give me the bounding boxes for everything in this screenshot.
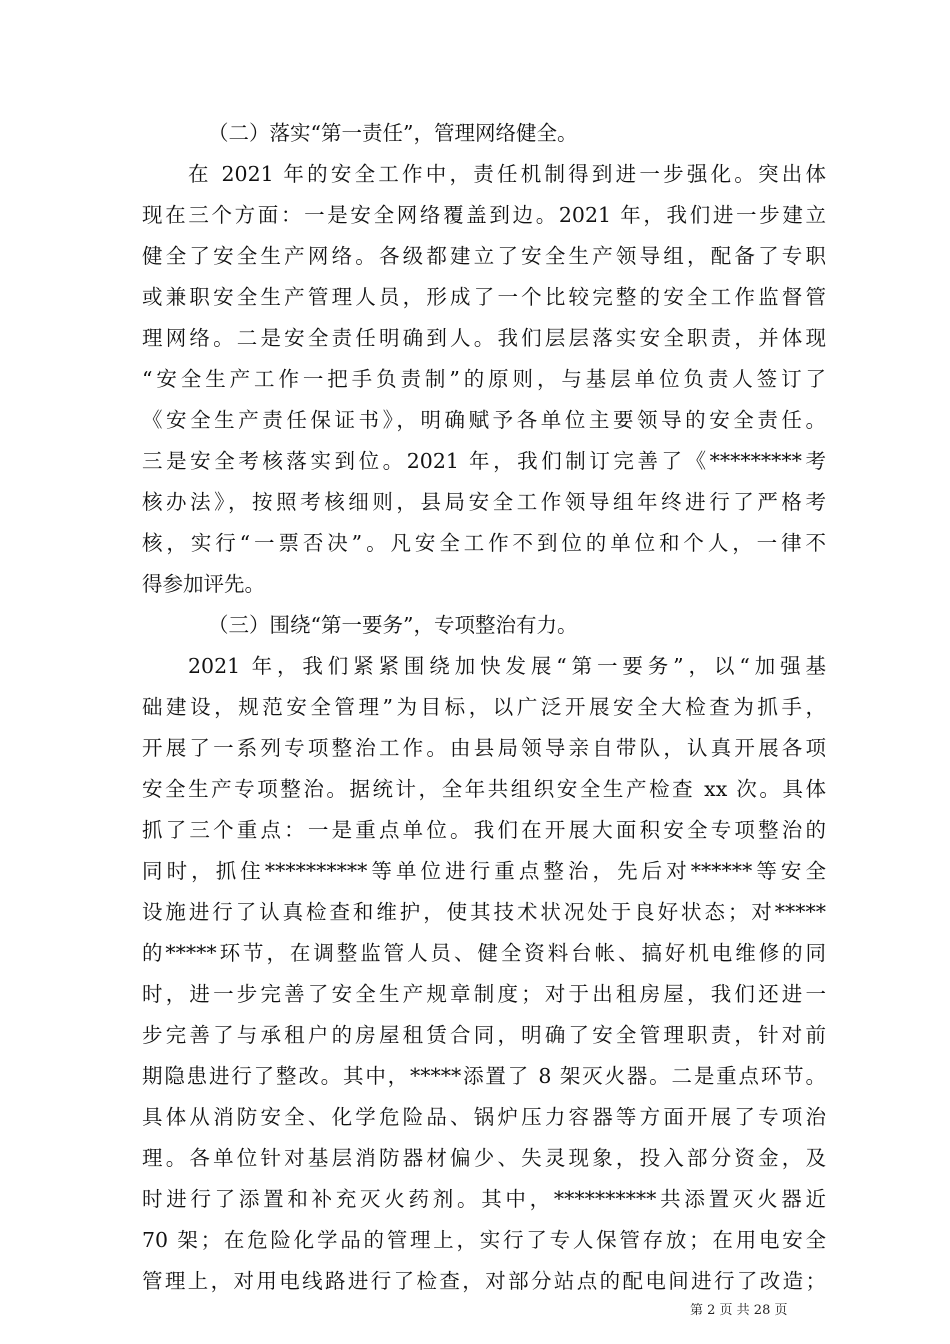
paragraph-line: 得参加评先。 (142, 572, 265, 596)
paragraph-line: 现在三个方面：一是安全网络覆盖到边。2021 年，我们进一步建立 (142, 203, 826, 227)
paragraph-line: 开展了一系列专项整治工作。由县局领导亲自带队，认真开展各项 (142, 736, 826, 760)
paragraph-line: 时进行了添置和补充灭火药剂。其中，**********共添置灭火器近 (142, 1187, 826, 1211)
paragraph-line: 管理上，对用电线路进行了检查，对部分站点的配电间进行了改造； (142, 1269, 826, 1293)
paragraph-line: 三是安全考核落实到位。2021 年，我们制订完善了《*********考 (142, 449, 826, 473)
paragraph-line: 的*****环节，在调整监管人员、健全资料台帐、搞好机电维修的同 (142, 941, 826, 965)
paragraph-line: “安全生产工作一把手负责制”的原则，与基层单位负责人签订了 (142, 367, 826, 391)
paragraph-line: 时，进一步完善了安全生产规章制度；对于出租房屋，我们还进一 (142, 982, 826, 1006)
paragraph-line: 2021 年，我们紧紧围绕加快发展“第一要务”，以“加强基 (188, 654, 826, 678)
paragraph-line: 《安全生产责任保证书》，明确赋予各单位主要领导的安全责任。 (142, 408, 826, 432)
paragraph-line: 核，实行“一票否决”。凡安全工作不到位的单位和个人，一律不 (142, 531, 826, 555)
paragraph-line: 核办法》，按照考核细则，县局安全工作领导组年终进行了严格考 (142, 490, 826, 514)
paragraph-line: 具体从消防安全、化学危险品、锅炉压力容器等方面开展了专项治 (142, 1105, 826, 1129)
paragraph-line: 安全生产专项整治。据统计，全年共组织安全生产检查 xx 次。具体 (142, 777, 826, 801)
paragraph-line: 期隐患进行了整改。其中，*****添置了 8 架灭火器。二是重点环节。 (142, 1064, 826, 1088)
paragraph-line: 抓了三个重点：一是重点单位。我们在开展大面积安全专项整治的 (142, 818, 826, 842)
paragraph-line: 健全了安全生产网络。各级都建立了安全生产领导组，配备了专职 (142, 244, 826, 268)
paragraph-line: 理。各单位针对基层消防器材偏少、失灵现象，投入部分资金，及 (142, 1146, 826, 1170)
section-heading-2: （二）落实“第一责任”，管理网络健全。 (208, 121, 578, 145)
paragraph-line: 设施进行了认真检查和维护，使其技术状况处于良好状态；对***** (142, 900, 826, 924)
paragraph-line: 理网络。二是安全责任明确到人。我们层层落实安全职责，并体现 (142, 326, 826, 350)
page-number: 第 2 页 共 28 页 (690, 1303, 788, 1318)
paragraph-line: 在 2021 年的安全工作中，责任机制得到进一步强化。突出体 (188, 162, 826, 186)
paragraph-line: 70 架；在危险化学品的管理上，实行了专人保管存放；在用电安全 (142, 1228, 826, 1252)
section-heading-3: （三）围绕“第一要务”，专项整治有力。 (208, 613, 578, 637)
paragraph-line: 或兼职安全生产管理人员，形成了一个比较完整的安全工作监督管 (142, 285, 826, 309)
paragraph-line: 步完善了与承租户的房屋租赁合同，明确了安全管理职责，针对前 (142, 1023, 826, 1047)
paragraph-line: 同时，抓住**********等单位进行重点整治，先后对******等安全 (142, 859, 826, 883)
paragraph-line: 础建设，规范安全管理”为目标，以广泛开展安全大检查为抓手， (142, 695, 826, 719)
